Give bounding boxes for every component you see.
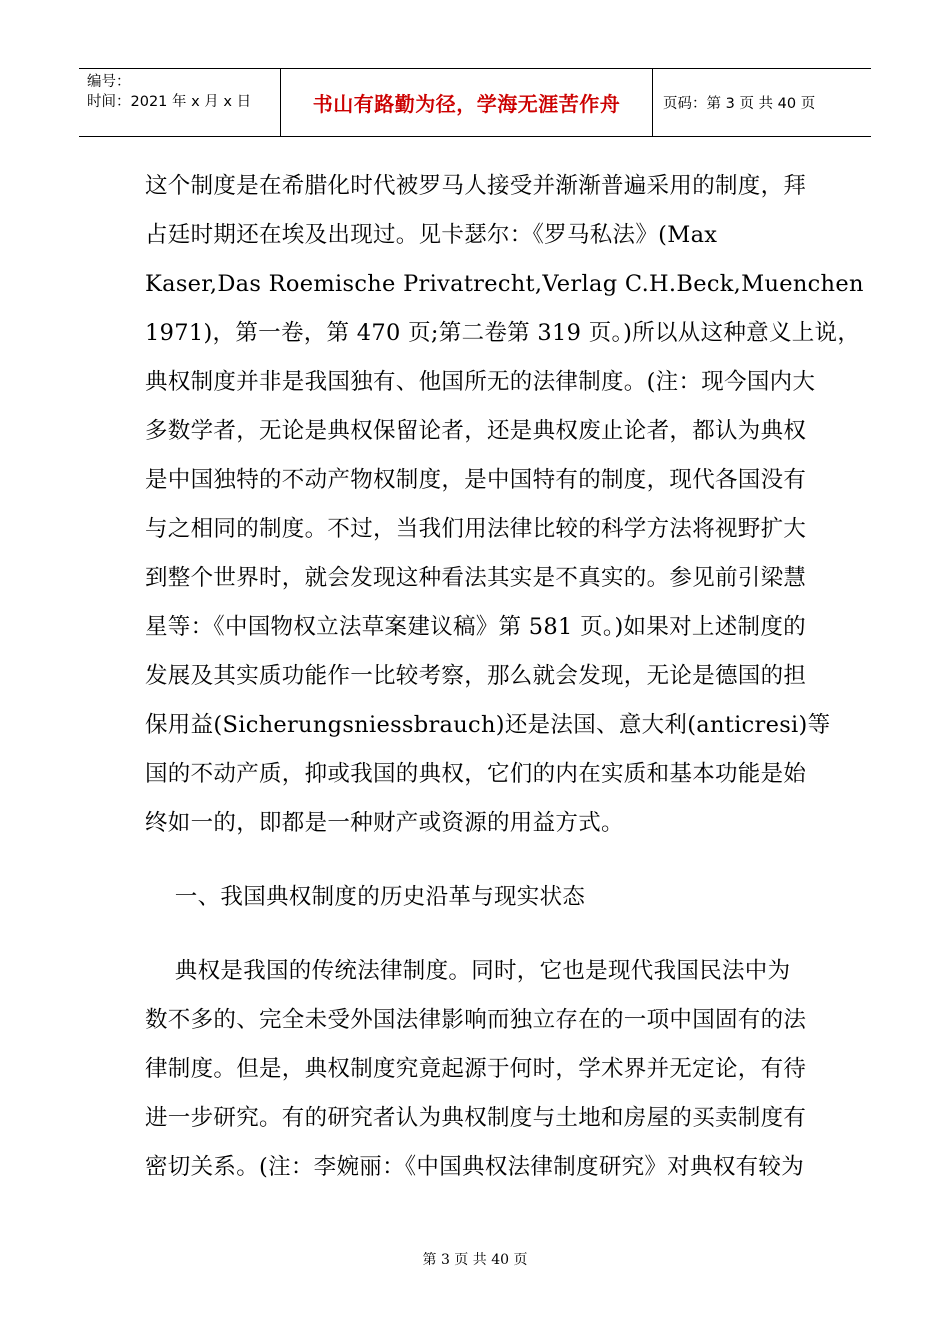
page-footer: 第 3 页 共 40 页: [422, 1252, 528, 1268]
body-line: 典权制度并非是我国独有、他国所无的法律制度。(注：现今国内大: [145, 369, 816, 395]
body-line: 多数学者，无论是典权保留论者，还是典权废止论者，都认为典权: [145, 418, 807, 444]
header-motto: 书山有路勤为径，学海无涯苦作舟: [312, 92, 621, 116]
body-line: 进一步研究。有的研究者认为典权制度与土地和房屋的买卖制度有: [145, 1105, 807, 1131]
body-line: 与之相同的制度。不过，当我们用法律比较的科学方法将视野扩大: [145, 516, 807, 542]
header-motto-cell: [281, 69, 653, 136]
body-line: 数不多的、完全未受外国法律影响而独立存在的一项中国固有的法: [145, 1007, 807, 1033]
body-line: 到整个世界时，就会发现这种看法其实是不真实的。参见前引梁慧: [145, 565, 807, 591]
body-line: 占廷时期还在埃及出现过。见卡瑟尔：《罗马私法》(Max: [145, 222, 718, 248]
header-meta: [79, 69, 281, 136]
body-line: 这个制度是在希腊化时代被罗马人接受并渐渐普遍采用的制度，拜: [145, 173, 807, 199]
body-line: 终如一的，即都是一种财产或资源的用益方式。: [145, 810, 624, 836]
section-heading: 一、我国典权制度的历史沿革与现实状态: [145, 884, 586, 910]
body-line: 发展及其实质功能作一比较考察，那么就会发现，无论是德国的担: [145, 663, 807, 689]
body-line: 国的不动产质，抑或我国的典权，它们的内在实质和基本功能是始: [145, 761, 807, 787]
body-line: 是中国独特的不动产物权制度，是中国特有的制度，现代各国没有: [145, 467, 807, 493]
body-line: 典权是我国的传统法律制度。同时，它也是现代我国民法中为: [145, 958, 791, 984]
document-number: 编号：: [87, 74, 131, 90]
header-page-info-cell: [653, 69, 871, 136]
body-line: 星等：《中国物权立法草案建议稿》第 581 页。)如果对上述制度的: [145, 614, 806, 640]
document-date: 时间：2021 年 x 月 x 日: [87, 94, 252, 110]
header-page-info: 页码：第 3 页 共 40 页: [663, 96, 816, 112]
body-line: 律制度。但是，典权制度究竟起源于何时，学术界并无定论，有待: [145, 1056, 807, 1082]
body-line: Kaser,Das Roemische Privatrecht,Verlag C.H.Beck,Muenchen: [145, 271, 864, 297]
body-line: 保用益(Sicherungsniessbrauch)还是法国、意大利(anticresi)等: [145, 712, 831, 738]
body-line: 1971)，第一卷，第 470 页;第二卷第 319 页。)所以从这种意义上说，: [145, 320, 861, 346]
page-header: [79, 68, 871, 137]
document-body: [145, 162, 864, 1192]
body-line: 密切关系。(注：李婉丽：《中国典权法律制度研究》对典权有较为: [145, 1154, 805, 1180]
